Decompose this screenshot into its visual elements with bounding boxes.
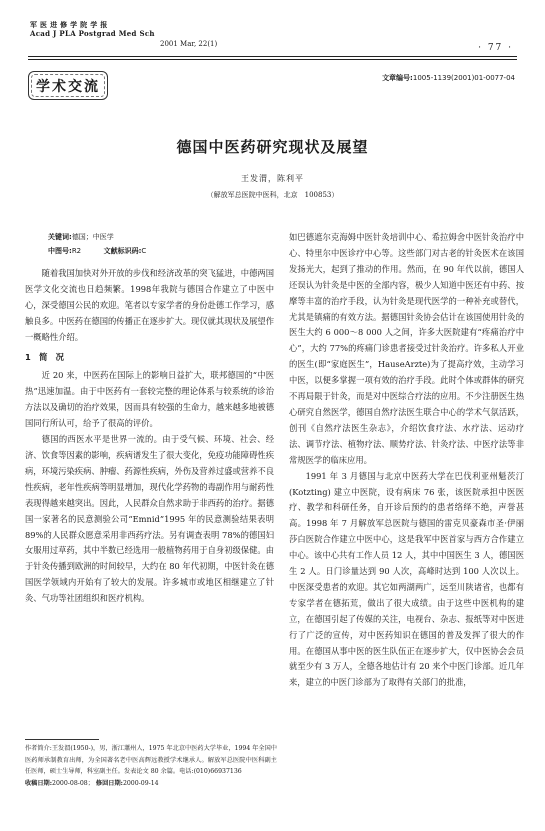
journal-name-cn: 军 医 进 修 学 院 学 报 (30, 20, 108, 29)
article-number (382, 73, 515, 83)
body-paragraph: 1991 年 3 月德国与北京中医药大学在巴伐利亚州魁茨汀(Kotzting) 建立中医院，设有病床 76 张，该医院承担中医医疗、教学和科研任务，自开诊后预约的患者络绎不绝，声誉甚高。1998 年 7 月解放军总医院与德国的雷克贝豪森市圣·伊丽莎白医院合作建立中医中心，这是我军中医首家与西方合作建立中心。该中心共有工作人员 12 人，其中中国医生 3 人，德国医生 2 人。日门诊量达到 90 人次，高峰时达到 100 人次以上。中医深受患者的欢迎。其它如两湖两广，远至川陕诸省，也都有专家学者在德拓荒，做出了很大成绩。由于这些中医机构的建立，在德国引起了传媒的关注，电视台、杂志、报纸等对中医进行了广泛的宣传，对中医药知识在德国的普及发挥了很大的作用。在德国从事中医的医生队伍正在逐步扩大，仅中医协会会员就至少有 3 万人，全德各地估计有 20 来个中医门诊部。近几年来，建立的中医门诊部为了取得有关部门的批准， (289, 470, 524, 688)
intro-paragraph: 随着我国加快对外开放的步伐和经济改革的突飞猛进，中德两国医学文化交流也日趋频繁。1998年我院与德国合作建立了中医中心，深受德国公民的欢迎。笔者以专家学者的身份赴德工作学习，感触良多。中医药在德国的传播正在逐步扩大。现仅就其现状及展望作一概略性介绍。 (25, 268, 274, 342)
right-column (289, 230, 524, 691)
received-label: 收稿日期: (25, 779, 53, 787)
keywords-value: 德国；中医学 (71, 233, 114, 241)
clc-value: R2 (71, 247, 82, 255)
body-paragraph: 如巴德遮尔克海姆中医针灸培训中心、希拉姆舍中医针灸治疗中心、特里尔中医诊疗中心等。这些部门对古老的针灸医术在该国发扬光大，起到了推动的作用。然而，在 90 年代以前，德国人还误认为针灸是中医的全部内容，极少人知道中医还有中药、按摩等丰富的治疗手段，认为针灸是现代医学的一种补充或替代，尤其是镇痛的有效方法。据德国针灸协会估计在该国使用针灸的医生大约 6 000～8 000 人之间，许多大医院建有“疼痛治疗中心”，大约 77%的疼痛门诊患者接受过针灸治疗。许多私人开业的医生(即“家庭医生”，HauseArzte)为了提高疗效，主动学习中医，以便多掌握一项有效的治疗手段。此时个体或群体的研究不再局限于针灸，而是对中医综合疗法的应用。不少注册医生热心研究自然医学，德国自然疗法医生联合中心的学术气氛活跃，创刊《自然疗法医生杂志》，介绍饮食疗法、水疗法、运动疗法、调节疗法、植物疗法、顺势疗法、针灸疗法、中医疗法等非常规医学的临床应用。 (289, 232, 524, 465)
section-badge-label: 学术交流 (36, 78, 100, 95)
doc-code-value: C (141, 247, 147, 255)
section-heading: 1 简 况 (25, 351, 64, 362)
affiliation: （解放军总医院中医科，北京 100853） (206, 191, 339, 199)
revised-date: 2000-09-14 (122, 779, 159, 787)
body-paragraph: 近 20 来，中医药在国际上的影响日益扩大，联邦德国的“中医热”迅速加温。由于中医药有一套较完整的理论体系与较系统的诊治方法以及确切的治疗效果，因而具有较强的生命力，越来越多地被德国同行所认可，给予了很高的评价。 (25, 370, 274, 429)
article-title: 德国中医药研究现状及展望 (176, 138, 369, 156)
author-bio: 作者简介:王发渭(1950-)，男，浙江蕭州人，1975 年北京中医药大学毕业，1994 年全国中医药师承制教育出师，为全国著名老中医高辉远教授学术继承人。解放军总医院中医科副主任医师，硕士生导师，科室副主任。发表论文 80 余篇。电话:(010)66937136 (25, 745, 277, 776)
left-column (25, 266, 274, 607)
header-rule-thin (28, 59, 517, 60)
page-number: · 77 · (478, 43, 513, 53)
received-date: 2000-08-08 (52, 779, 88, 787)
section-badge (28, 71, 108, 100)
classification-line (48, 246, 146, 256)
clc-label: 中图号: (48, 247, 72, 255)
footnote (25, 743, 277, 789)
keywords-line (48, 232, 114, 242)
article-number-value: 1005-1139(2001)01-0077-04 (412, 74, 515, 82)
authors: 王发渭，陈利平 (241, 174, 304, 183)
keywords-label: 关键词: (48, 233, 72, 241)
issue-info: 2001 Mar, 22(1) (160, 40, 218, 48)
dates-line: 收稿日期:2000-08-08； 修回日期:2000-09-14 (25, 779, 159, 787)
footnote-rule (25, 739, 99, 740)
article-number-label: 文章编号: (382, 74, 413, 82)
body-paragraph: 德国的西医水平是世界一流的。由于受气候、环境、社会、经济、饮食等因素的影响，疾病谱发生了很大变化，免疫功能障碍性疾病，环境污染疾病、肿瘤、药源性疾病，外伤及营养过盛或营养不良性疾病，老年性疾病等明显增加，现代化学药物的毒副作用与耐药性表现得越来越突出。因此，人民群众自然求助于非西药的治疗。据德国一家著名的民意测验公司“Emnid”1995 年的民意测验结果表明 89%的人民群众愿意采用非西药疗法。另有调查表明 78%的德国妇女服用过草药，其中半数已经选用一般植物药用于自身初级保健。由于针灸传播到欧洲的时间较早，大约在 80 年代初期，中医针灸在德国医学领域内开始有了较大的发展。许多城市或地区相继建立了针灸、气功等社团组织和医疗机构。 (25, 434, 274, 604)
doc-code-label: 文献标识码: (103, 247, 142, 255)
revised-label: 修回日期: (95, 779, 123, 787)
journal-name-en: Acad J PLA Postgrad Med Sch (30, 29, 155, 38)
header-rule (28, 56, 517, 57)
